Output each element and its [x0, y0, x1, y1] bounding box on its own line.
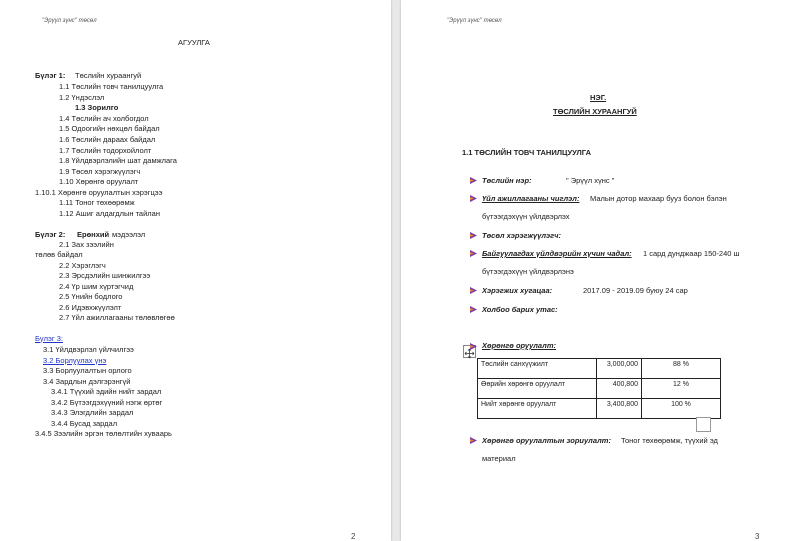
section-title: 1.1 ТӨСЛИЙН ТОВЧ ТАНИЛЦУУЛГА [462, 148, 591, 157]
table-cell[interactable]: 3,400,800 [597, 399, 642, 419]
toc-item[interactable]: 2.6 Идэвхжүүлэлт [59, 303, 122, 312]
toc-item[interactable]: 3.4.3 Элэгдлийн зардал [51, 408, 134, 417]
page-number: 2 [351, 532, 356, 541]
arrow-bullet-icon [470, 306, 477, 313]
table-cell[interactable]: Өөрийн хөрөнгө оруулалт [478, 379, 597, 399]
field-value: Малын дотор махаар бууз болон бэлэн [590, 194, 727, 203]
toc-chapter-label[interactable]: Бүлэг 1: [35, 71, 66, 80]
field-value: 1 сард дунджаар 150-240 ш [643, 249, 740, 258]
table-row [478, 399, 721, 419]
toc-item[interactable]: 2.7 Үйл ажиллагааны төлөвлөгөө [59, 313, 175, 322]
toc-item[interactable]: 3.3 Борлуулалтын орлого [43, 366, 132, 375]
toc-item[interactable]: 2.3 Эрсдэлийн шинжилгээ [59, 271, 151, 280]
field-label: Хэрэгжих хугацаа: [482, 286, 553, 295]
toc-item[interactable]: Төслийн хураангуй [75, 71, 142, 80]
toc-title: АГУУЛГА [178, 38, 210, 47]
arrow-bullet-icon [470, 287, 477, 294]
table-cell[interactable]: 100 % [642, 399, 721, 419]
toc-item[interactable]: 1.4 Төслийн ач холбогдол [59, 114, 149, 123]
toc-item[interactable]: 3.4 Зардлын дэлгэрэнгүй [43, 377, 131, 386]
table-cell[interactable]: Нийт хөрөнгө оруулалт [478, 399, 597, 419]
toc-item[interactable]: 2.5 Үнийн бодлого [59, 292, 123, 301]
document-page-3 [401, 0, 796, 541]
toc-item[interactable]: 2.1 Зах зээлийн [59, 240, 114, 249]
toc-item[interactable]: 1.8 Үйлдвэрлэлийн шат дамжлага [59, 156, 177, 165]
table-row [478, 379, 721, 399]
toc-item[interactable]: 1.10 Хөрөнгө оруулалт [59, 177, 139, 186]
field-label: Холбоо барих утас: [482, 305, 558, 314]
investment-table [477, 358, 721, 419]
page-number: 3 [755, 532, 760, 541]
toc-item[interactable]: 2.4 Үр шим хүртэгчид [59, 282, 134, 291]
field-value-cont: бүтээгдэхүүн үйлдвэрлэнэ [482, 267, 574, 276]
field-label: Төсөл хэрэгжүүлэгч: [482, 231, 562, 240]
toc-item[interactable]: 3.4.2 Бүтээгдэхүүний нэгж өртөг [51, 398, 163, 407]
field-value-cont: материал [482, 454, 516, 463]
field-value-cont: бүтээгдэхүүн үйлдвэрлэх [482, 212, 570, 221]
table-row [478, 359, 721, 379]
field-label: Хөрөнгө оруулалтын зориулалт: [482, 436, 611, 445]
table-cell[interactable]: 3,000,000 [597, 359, 642, 379]
toc-item[interactable]: 1.7 Төслийн тодорхойлолт [59, 146, 152, 155]
toc-item[interactable]: 3.1 Үйлдвэрлэл үйлчилгээ [43, 345, 134, 354]
arrow-bullet-icon [470, 343, 477, 350]
toc-item[interactable]: 1.10.1 Хөрөнгө оруулалтын хэрэгцээ [35, 188, 163, 197]
toc-item[interactable]: мэдээлэл [112, 230, 146, 239]
field-value: " Эрүүл хүнс " [566, 176, 615, 185]
field-label: Төслийн нэр: [482, 176, 532, 185]
page-header: "Эрүүл зүнс" төсөл [42, 18, 97, 24]
field-label: Байгуулагдах үйлдвэрийн хүчин чадал: [482, 249, 632, 258]
toc-item-bold[interactable]: Ерөнхий [77, 230, 110, 239]
field-value: 2017.09 - 2019.09 буюу 24 сар [583, 286, 688, 295]
toc-item[interactable]: 3.4.1 Түүхий эдийн нийт зардал [51, 387, 162, 396]
toc-item[interactable]: 1.9 Төсөл хэрэгжүүлэгч [59, 167, 141, 176]
chapter-title: ТӨСЛИЙН ХУРААНГУЙ [553, 107, 637, 116]
table-cell[interactable]: 12 % [642, 379, 721, 399]
toc-item[interactable]: 1.12 Ашиг алдагдлын тайлан [59, 209, 160, 218]
toc-item[interactable]: 1.1 Төслийн товч танилцуулга [59, 82, 164, 91]
chapter-label: НЭГ. [590, 93, 607, 102]
table-cell[interactable]: 400,800 [597, 379, 642, 399]
toc-item[interactable]: 3.4.4 Бусад зардал [51, 419, 118, 428]
arrow-bullet-icon [470, 250, 477, 257]
arrow-bullet-icon [470, 177, 477, 184]
toc-item[interactable]: 2.2 Хэрэглэгч [59, 261, 106, 270]
document-page-2 [0, 0, 391, 541]
toc-item[interactable]: төлөв байдал [35, 250, 83, 259]
toc-item[interactable]: 3.4.5 Зээлийн эргэн төлөлтийн хуваарь [35, 429, 172, 438]
toc-item[interactable]: 1.6 Төслийн дараах байдал [59, 135, 156, 144]
toc-item[interactable]: 1.5 Одоогийн нөхцөл байдал [59, 124, 160, 133]
toc-item[interactable]: 1.3 Зорилго [75, 103, 119, 112]
field-label: Хөрөнгө оруулалт: [482, 341, 557, 350]
toc-item-link[interactable]: 3.2 Борлуулах үнэ [43, 356, 107, 365]
toc-item[interactable]: 1.2 Үндэслэл [59, 93, 105, 102]
field-label: Үйл ажиллагааны чиглэл: [482, 194, 580, 203]
toc-chapter-label[interactable]: Бүлэг 3: [35, 334, 63, 343]
arrow-bullet-icon [470, 195, 477, 202]
page-header: "Эрүүл зүнс" төсөл [447, 18, 502, 24]
toc-item[interactable]: 1.11 Тоног төхөөрөмж [59, 198, 135, 207]
table-cell[interactable]: Төслийн санхүүжилт [478, 359, 597, 379]
field-value: Тоног төхөөрөмж, түүхий эд [621, 436, 718, 445]
table-cell[interactable]: 88 % [642, 359, 721, 379]
toc-chapter-label[interactable]: Бүлэг 2: [35, 230, 66, 239]
arrow-bullet-icon [470, 232, 477, 239]
table-resize-handle[interactable] [696, 417, 711, 432]
arrow-bullet-icon [470, 437, 477, 444]
